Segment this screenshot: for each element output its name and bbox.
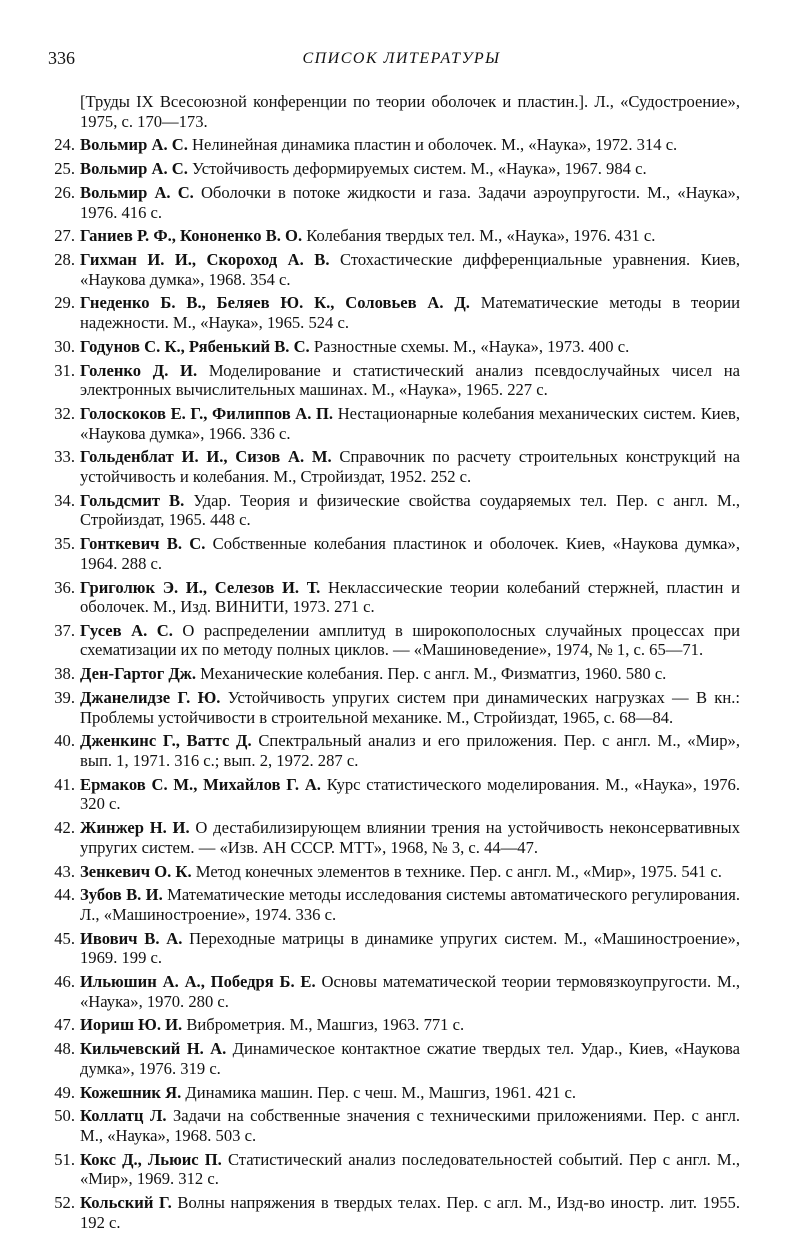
reference-number: 36. [54, 577, 75, 597]
reference-item [48, 664, 740, 684]
reference-item [48, 731, 740, 770]
reference-item [48, 447, 740, 486]
running-title: СПИСОК ЛИТЕРАТУРЫ [302, 50, 501, 67]
reference-number: 50. [54, 1106, 75, 1126]
reference-number: 39. [54, 688, 75, 708]
reference-number: 32. [54, 404, 75, 423]
reference-text: Спектральный анализ и его приложения. Пер. с англ. М., «Мир», вып. 1, 1971. 316 с.; вып. 2, 1972. 287 с. [80, 731, 740, 770]
reference-text: Динамическое контактное сжатие твердых тел. Удар., Киев, «Наукова думка», 1976. 319 с. [80, 1039, 740, 1078]
reference-text: Удар. Теория и физические свойства соударяемых тел. Пер. с англ. М., Стройиздат, 1965. 448 с. [80, 490, 741, 530]
reference-text: Виброметрия. М., Машгиз, 1963. 771 с. [186, 1015, 465, 1035]
reference-item [48, 1083, 740, 1103]
reference-item [48, 578, 740, 617]
reference-item [48, 250, 740, 289]
reference-number: 35. [54, 534, 75, 554]
reference-number: 52. [54, 1193, 75, 1213]
reference-item [48, 1039, 740, 1078]
reference-number: 47. [54, 1015, 75, 1035]
reference-authors: Коллатц Л. [80, 1106, 167, 1126]
reference-item [48, 135, 740, 155]
reference-number: 31. [54, 360, 75, 380]
reference-text: Разностные схемы. М., «Наука», 1973. 400 с. [313, 336, 630, 356]
reference-authors: Голенко Д. И. [80, 360, 198, 380]
reference-number: 25. [54, 159, 75, 179]
reference-authors: Гонткевич В. С. [80, 534, 206, 554]
reference-number: 42. [54, 818, 75, 838]
reference-item [48, 92, 740, 131]
reference-item [48, 404, 740, 443]
reference-text: Основы математической теории термовязкоупругости. М., «Наука», 1970. 280 с. [80, 972, 740, 1011]
reference-number: 46. [54, 972, 75, 992]
reference-text: Стохастические дифференциальные уравнения. Киев, «Наукова думка», 1968. 354 с. [80, 250, 740, 289]
reference-text: Переходные матрицы в динамике упругих систем. М., «Машиностроение», 1969. 199 с. [80, 928, 740, 968]
reference-authors: Кожешник Я. [80, 1082, 182, 1102]
reference-number: 28. [54, 250, 75, 270]
reference-item [48, 1193, 740, 1232]
reference-authors: Вольмир А. С. [80, 135, 188, 155]
reference-authors: Иориш Ю. И. [80, 1015, 183, 1035]
reference-number: 51. [54, 1149, 75, 1169]
reference-number: 37. [54, 620, 75, 640]
reference-number: 43. [54, 861, 75, 881]
reference-item [48, 293, 740, 332]
reference-authors: Кокс Д., Льюис П. [80, 1149, 222, 1169]
reference-authors: Ильюшин А. А., Победря Б. Е. [80, 972, 316, 992]
reference-text: Неклассические теории колебаний стержней, пластин и оболочек. М., Изд. ВИНИТИ, 1973. 271 с. [80, 577, 740, 617]
reference-text: Нестационарные колебания механических систем. Киев, «Наукова думка», 1966. 336 с. [80, 404, 740, 443]
reference-item [48, 818, 740, 857]
reference-authors: Ганиев Р. Ф., Кононенко В. О. [80, 226, 303, 246]
reference-item [48, 885, 740, 924]
reference-text: Динамика машин. Пер. с чеш. М., Машгиз, 1961. 421 с. [185, 1082, 577, 1102]
reference-item [48, 862, 740, 882]
reference-item [48, 929, 740, 968]
reference-authors: Зубов В. И. [80, 885, 163, 905]
reference-text: Механические колебания. Пер. с англ. М., Физматгиз, 1960. 580 с. [200, 664, 667, 684]
reference-item [48, 1015, 740, 1035]
reference-text: Статистический анализ последовательностей событий. Пер с англ. М., «Мир», 1969. 312 с. [80, 1149, 740, 1189]
reference-number: 24. [54, 135, 75, 155]
reference-authors: Ермаков С. М., Михайлов Г. А. [80, 774, 321, 794]
reference-item [48, 337, 740, 357]
reference-number: 48. [54, 1039, 75, 1059]
reference-text: Волны напряжения в твердых телах. Пер. с агл. М., Изд-во иностр. лит. 1955. 192 с. [80, 1193, 740, 1232]
reference-authors: Кильчевский Н. А. [80, 1039, 227, 1059]
reference-authors: Джанелидзе Г. Ю. [80, 688, 221, 708]
reference-number: 44. [54, 885, 75, 905]
reference-item [48, 688, 740, 727]
reference-text: Задачи на собственные значения с техническими приложениями. Пер. с англ. М., «Наука», 1968. 503 с. [80, 1106, 740, 1145]
reference-text: Моделирование и статистический анализ псевдослучайных чисел на электронных вычислительных машинах. М., «Наука», 1965. 227 с. [80, 360, 741, 400]
reference-item [48, 159, 740, 179]
reference-text: О дестабилизирующем влиянии трения на устойчивость неконсервативных упругих систем. — «Изв. АН СССР. МТТ», 1968, № 3, с. 44—47. [80, 818, 740, 857]
page-number: 336 [48, 48, 75, 68]
reference-number: 29. [54, 293, 75, 313]
reference-authors: Гнеденко Б. В., Беляев Ю. К., Соловьев А. Д. [80, 293, 470, 313]
reference-number: 38. [54, 664, 75, 684]
reference-number: 30. [54, 336, 75, 356]
reference-authors: Голоскоков Е. Г., Филиппов А. П. [80, 404, 334, 423]
reference-text: Оболочки в потоке жидкости и газа. Задачи аэроупругости. М., «Наука», 1976. 416 с. [80, 182, 740, 222]
reference-authors: Гольденблат И. И., Сизов А. М. [80, 447, 332, 467]
reference-authors: Вольмир А. С. [80, 182, 194, 202]
reference-list [48, 92, 740, 1237]
reference-text: Собственные колебания пластинок и оболочек. Киев, «Наукова думка», 1964. 288 с. [80, 534, 740, 573]
reference-authors: Григолюк Э. И., Селезов И. Т. [80, 577, 321, 597]
reference-authors: Дженкинс Г., Ваттс Д. [80, 731, 252, 751]
reference-item [48, 491, 740, 530]
reference-authors: Гусев А. С. [80, 620, 173, 640]
reference-text: [Труды IX Всесоюзной конференции по теории оболочек и пластин.]. Л., «Судостроение», 1975, с. 170—173. [80, 92, 740, 131]
reference-number: 45. [54, 928, 75, 948]
reference-item [48, 775, 740, 814]
reference-text: Колебания твердых тел. М., «Наука», 1976. 431 с. [306, 226, 656, 246]
reference-text: Метод конечных элементов в технике. Пер. с англ. М., «Мир», 1975. 541 с. [195, 861, 722, 881]
reference-item [48, 183, 740, 222]
reference-number: 41. [54, 774, 75, 794]
reference-item [48, 534, 740, 573]
page-header [48, 48, 755, 72]
reference-item [48, 1150, 740, 1189]
reference-authors: Годунов С. К., Рябенький В. С. [80, 336, 310, 356]
reference-number: 40. [54, 731, 75, 751]
reference-authors: Вольмир А. С. [80, 159, 188, 179]
reference-text: Нелинейная динамика пластин и оболочек. М., «Наука», 1972. 314 с. [192, 135, 678, 155]
reference-number: 26. [54, 182, 75, 202]
reference-text: Курс статистического моделирования. М., «Наука», 1976. 320 с. [80, 774, 740, 814]
reference-text: Справочник по расчету строительных конструкций на устойчивость и колебания. М., Стройиздат, 1952. 252 с. [80, 447, 740, 486]
reference-item [48, 226, 740, 246]
reference-text: Устойчивость деформируемых систем. М., «Наука», 1967. 984 с. [192, 159, 647, 179]
reference-authors: Гольдсмит В. [80, 490, 185, 510]
reference-text: Устойчивость упругих систем при динамических нагрузках — В кн.: Проблемы устойчивости в строительной механике. М., Стройиздат, 1965, с. 68—84. [80, 688, 740, 727]
reference-number: 49. [54, 1082, 75, 1102]
reference-authors: Ден-Гартог Дж. [80, 664, 196, 684]
reference-text: Математические методы в теории надежности. М., «Наука», 1965. 524 с. [80, 293, 740, 333]
reference-number: 27. [54, 226, 75, 246]
reference-authors: Зенкевич О. К. [80, 861, 192, 881]
reference-authors: Гихман И. И., Скороход А. В. [80, 250, 330, 270]
reference-item [48, 1106, 740, 1145]
reference-authors: Ивович В. А. [80, 928, 183, 948]
reference-item [48, 361, 740, 400]
reference-text: О распределении амплитуд в широкополосных случайных процессах при схематизации их по методу полных циклов. — «Машиноведение», 1974, № 1, с. 65—71. [80, 620, 740, 660]
reference-number: 34. [54, 490, 75, 510]
reference-item [48, 972, 740, 1011]
reference-item [48, 621, 740, 660]
reference-text: Математические методы исследования системы автоматического регулирования. Л., «Машиностроение», 1974. 336 с. [80, 885, 740, 924]
reference-authors: Жинжер Н. И. [80, 818, 190, 838]
reference-number: 33. [54, 447, 75, 467]
reference-authors: Кольский Г. [80, 1193, 172, 1213]
